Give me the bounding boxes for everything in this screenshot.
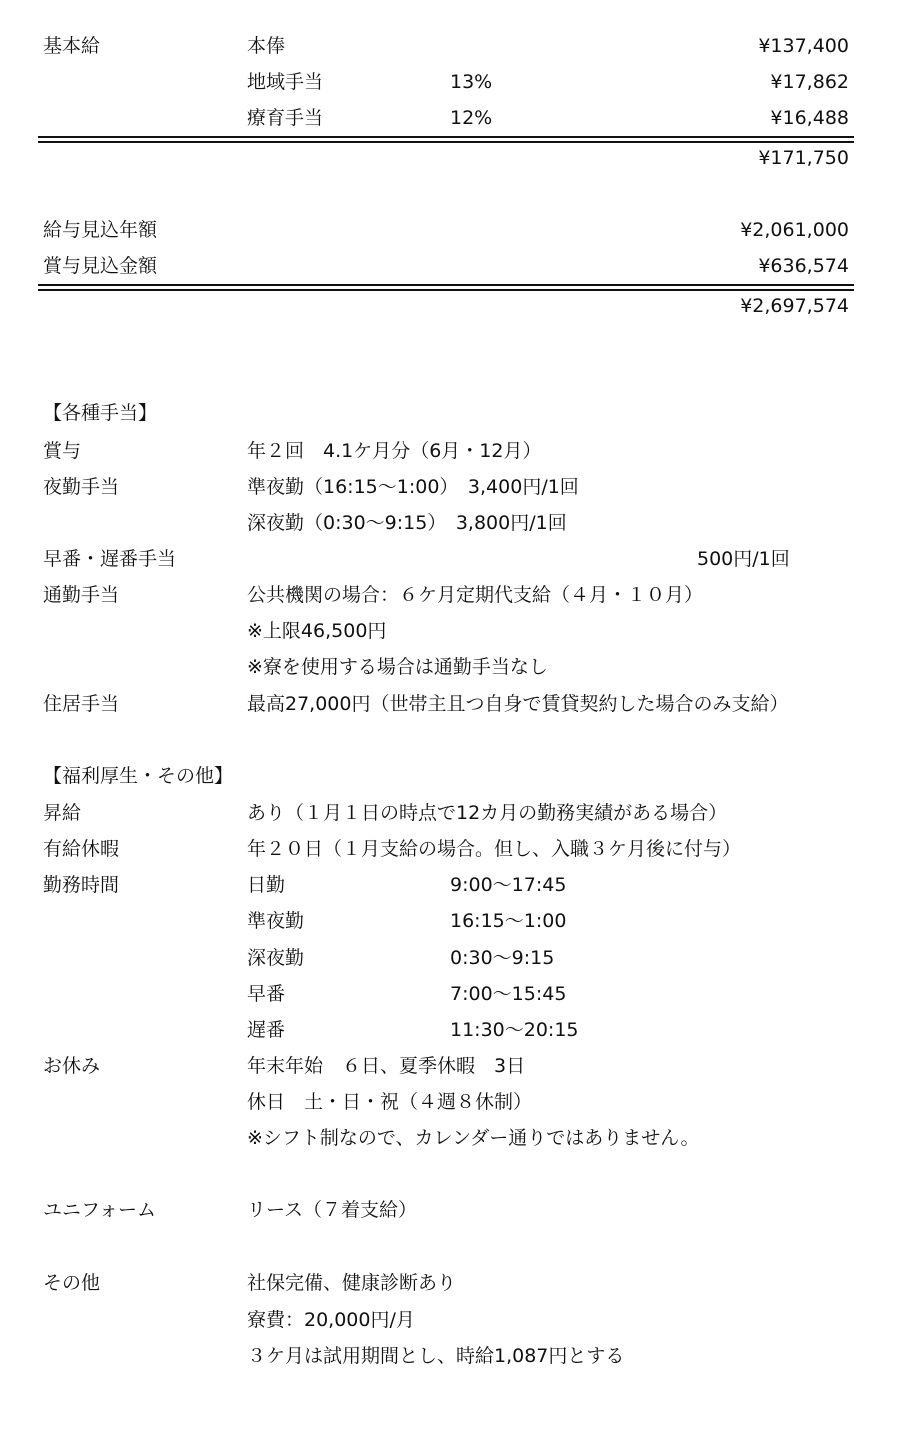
salary-amount-therapy: ¥16,488 bbox=[770, 107, 849, 129]
early-late-label: 早番・遅番手当 bbox=[43, 548, 177, 570]
shift-name: 深夜勤 bbox=[247, 947, 305, 969]
other-label: その他 bbox=[43, 1272, 101, 1294]
salary-item-regional: 地域手当 bbox=[247, 71, 324, 93]
shift-name: 早番 bbox=[247, 983, 286, 1005]
holidays-line: 年末年始 ６日、夏季休暇 3日 bbox=[247, 1055, 526, 1077]
shift-name: 準夜勤 bbox=[247, 910, 305, 932]
work-hours-label: 勤務時間 bbox=[43, 874, 120, 896]
holidays-line: 休日 土・日・祝（４週８休制） bbox=[247, 1091, 533, 1113]
commute-line: ※寮を使用する場合は通勤手当なし bbox=[247, 656, 548, 678]
shift-name: 日勤 bbox=[247, 874, 286, 896]
uniform-label: ユニフォーム bbox=[43, 1199, 157, 1221]
salary-item-honpo: 本俸 bbox=[247, 35, 286, 57]
allowances-heading: 【各種手当】 bbox=[43, 402, 158, 424]
salary-rate-therapy: 12% bbox=[450, 107, 493, 129]
holidays-label: お休み bbox=[43, 1055, 101, 1077]
shift-time: 0:30～9:15 bbox=[450, 947, 555, 969]
welfare-heading: 【福利厚生・その他】 bbox=[43, 765, 234, 787]
shift-time: 7:00～15:45 bbox=[450, 983, 567, 1005]
shift-time: 16:15～1:00 bbox=[450, 910, 567, 932]
commute-line: ※上限46,500円 bbox=[247, 620, 387, 642]
double-rule bbox=[38, 136, 854, 143]
bonus-label: 賞与 bbox=[43, 440, 82, 462]
holidays-line: ※シフト制なので、カレンダー通りではありません。 bbox=[247, 1127, 700, 1149]
salary-subtotal: ¥171,750 bbox=[758, 147, 849, 169]
housing-label: 住居手当 bbox=[43, 693, 120, 715]
commute-line: 公共機関の場合：６ケ月定期代支給（４月・１０月） bbox=[247, 584, 704, 606]
other-line: ３ケ月は試用期間とし、時給1,087円とする bbox=[247, 1345, 625, 1367]
salary-rate-regional: 13% bbox=[450, 71, 493, 93]
double-rule bbox=[38, 284, 854, 291]
night-allowance-label: 夜勤手当 bbox=[43, 476, 120, 498]
base-salary-label: 基本給 bbox=[43, 35, 101, 57]
salary-item-therapy: 療育手当 bbox=[247, 107, 324, 129]
night-allowance-line: 準夜勤（16:15～1:00） 3,400円/1回 bbox=[247, 476, 579, 498]
paid-leave-label: 有給休暇 bbox=[43, 838, 120, 860]
raise-text: あり（１月１日の時点で12カ月の勤務実績がある場合） bbox=[247, 802, 728, 824]
other-line: 寮費：20,000円/月 bbox=[247, 1309, 415, 1331]
salary-amount-honpo: ¥137,400 bbox=[758, 35, 849, 57]
shift-time: 11:30～20:15 bbox=[450, 1019, 579, 1041]
early-late-text: 500円/1回 bbox=[697, 548, 790, 570]
raise-label: 昇給 bbox=[43, 802, 82, 824]
paid-leave-text: 年２０日（１月支給の場合。但し、入職３ケ月後に付与） bbox=[247, 838, 742, 860]
uniform-text: リース（７着支給） bbox=[247, 1199, 418, 1221]
shift-time: 9:00～17:45 bbox=[450, 874, 567, 896]
salary-amount-regional: ¥17,862 bbox=[770, 71, 849, 93]
annual-salary-amount: ¥2,061,000 bbox=[740, 219, 849, 241]
shift-name: 遅番 bbox=[247, 1019, 286, 1041]
commute-label: 通勤手当 bbox=[43, 584, 120, 606]
other-line: 社保完備、健康診断あり bbox=[247, 1272, 457, 1294]
housing-text: 最高27,000円（世帯主且つ自身で賃貸契約した場合のみ支給） bbox=[247, 693, 789, 715]
bonus-text: 年２回 4.1ケ月分（6月・12月） bbox=[247, 440, 542, 462]
annual-total: ¥2,697,574 bbox=[740, 295, 849, 317]
bonus-estimate-amount: ¥636,574 bbox=[758, 255, 849, 277]
bonus-estimate-label: 賞与見込金額 bbox=[43, 255, 158, 277]
annual-salary-label: 給与見込年額 bbox=[43, 219, 158, 241]
night-allowance-line: 深夜勤（0:30～9:15） 3,800円/1回 bbox=[247, 512, 567, 534]
